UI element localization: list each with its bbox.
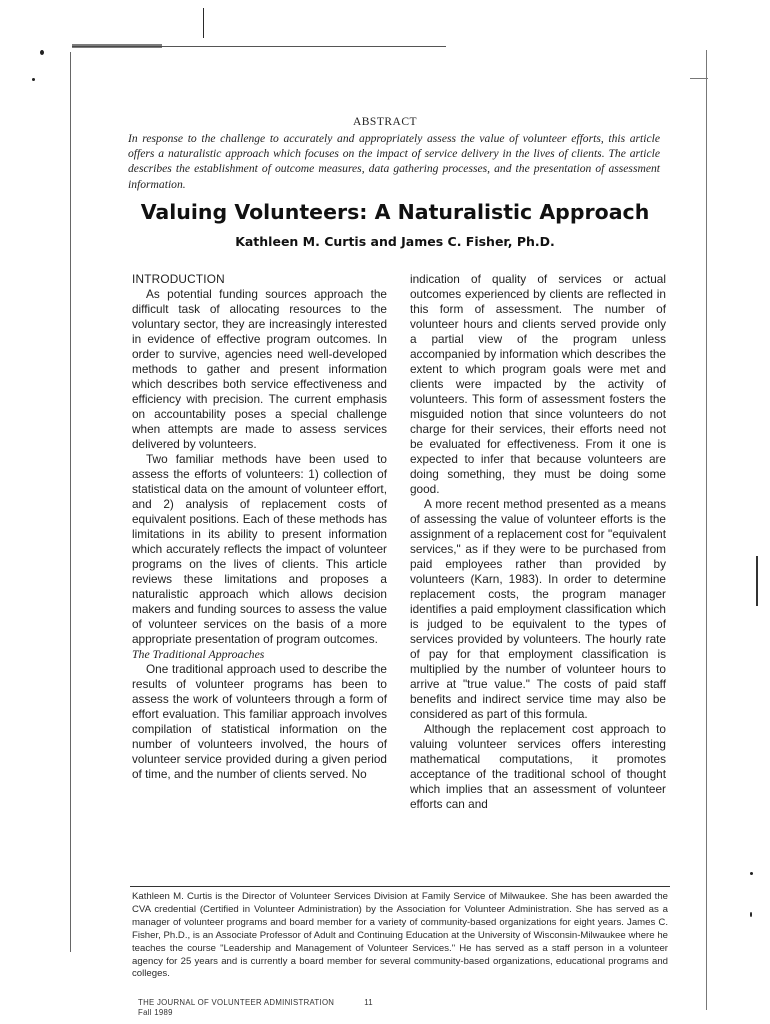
left-column [132, 272, 387, 782]
page-number: 11 [364, 998, 373, 1007]
scan-speck [32, 78, 35, 81]
author-footnote: Kathleen M. Curtis is the Director of Volunteer Services Division at Family Service of Milwaukee. She has been awarded the CVA credential (Certified in Volunteer Administration) by the Association for Volunteer Administration. She has served as a manager of volunteer programs and board member for a variety of community-based organizations for eight years. James C. Fisher, Ph.D., is an Associate Professor of Adult and Continuing Education at the University of Wisconsin-Milwaukee where he teaches the course "Leadership and Management of Volunteer Services." He has served as a staff person in a volunteer agency for 25 years and is currently a board member for several community-based organizations, educational programs and colleges. [132, 891, 668, 980]
article-authors: Kathleen M. Curtis and James C. Fisher, Ph.D. [235, 234, 555, 249]
subheading-traditional-approaches: The Traditional Approaches [132, 647, 265, 661]
scan-edge-right-top [690, 78, 708, 79]
footnote-rule [130, 886, 670, 887]
scan-edge-left [70, 52, 71, 952]
scan-edge-right [706, 50, 707, 1010]
paragraph: Although the replacement cost approach to valuing volunteer services offers interesting mathematical computations, it promotes acceptance of the traditional school of thought which implies that an assessment of volunteer efforts can and [410, 722, 666, 811]
article-title: Valuing Volunteers: A Naturalistic Approach [140, 200, 650, 224]
paragraph: A more recent method presented as a means of assessing the value of volunteer efforts is the assignment of a replacement cost for "equivalent services," as if they were to be purchased from paid employees rather than provided by volunteers (Karn, 1983). In order to determine replacement costs, the program manager identifies a paid employment classification which is judged to be equivalent to the types of services provided by volunteers. The hourly rate of pay for that employment classification is multiplied by the number of volunteer hours to arrive at "true value." The costs of paid staff benefits and indirect service time may also be considered as part of this formula. [410, 497, 666, 721]
scan-speck [40, 50, 44, 55]
scan-smudge [72, 44, 162, 48]
scan-edge-top-tick [203, 8, 204, 38]
journal-issue: Fall 1989 [138, 1007, 173, 1017]
paragraph: As potential funding sources approach the difficult task of allocating resources to the voluntary sector, they are increasingly interested in evidence of effective program outcomes. In order to survive, agencies need well-developed methods to gather and present information which describes both service effectiveness and efficiency with precision. The current emphasis on accountability poses a special challenge when attempts are made to assess services delivered by volunteers. [132, 287, 387, 451]
scan-bracket [756, 556, 758, 606]
paragraph: One traditional approach used to describe the results of volunteer programs has been to assess the work of volunteers through a form of effort evaluation. This familiar approach involves compilation of statistical information on the number of volunteers involved, the hours of volunteer service provided during a given period of time, and the number of clients served. No [132, 662, 387, 781]
journal-footer [138, 998, 373, 1017]
journal-name: THE JOURNAL OF VOLUNTEER ADMINISTRATION [138, 998, 335, 1007]
paragraph: indication of quality of services or actual outcomes experienced by clients are reflected in this form of assessment. The number of volunteer hours and clients served provide only a partial view of the program unless accompanied by information which describes the extent to which program goals were met and clients were impacted by the activity of volunteers. This form of assessment fosters the misguided notion that since volunteers do not charge for their services, their efforts need not be evaluated for effectiveness. From it one is expected to infer that because volunteers are doing something, they must be doing some good. [410, 272, 666, 496]
section-heading-introduction: INTRODUCTION [132, 272, 225, 286]
abstract-text: In response to the challenge to accurately and appropriately assess the value of volunteer efforts, this article offers a naturalistic approach which focuses on the impact of service delivery in the lives of clients. The article describes the establishment of outcome measures, data gathering processes, and the presentation of assessment information. [128, 132, 660, 191]
abstract-heading: ABSTRACT [352, 116, 418, 128]
paragraph: Two familiar methods have been used to assess the efforts of volunteers: 1) collection of statistical data on the amount of volunteer effort, and 2) analysis of replacement costs of equivalent positions. Each of these methods has limitations in its ability to present information which accurately reflects the impact of volunteer programs on the lives of clients. This article reviews these limitations and proposes a naturalistic approach which allows decision makers and funding sources to assess the value of volunteer services on the basis of a more appropriate presentation of program outcomes. [132, 452, 387, 646]
scan-speck [750, 912, 752, 917]
scan-speck [750, 872, 753, 875]
right-column [410, 272, 666, 812]
